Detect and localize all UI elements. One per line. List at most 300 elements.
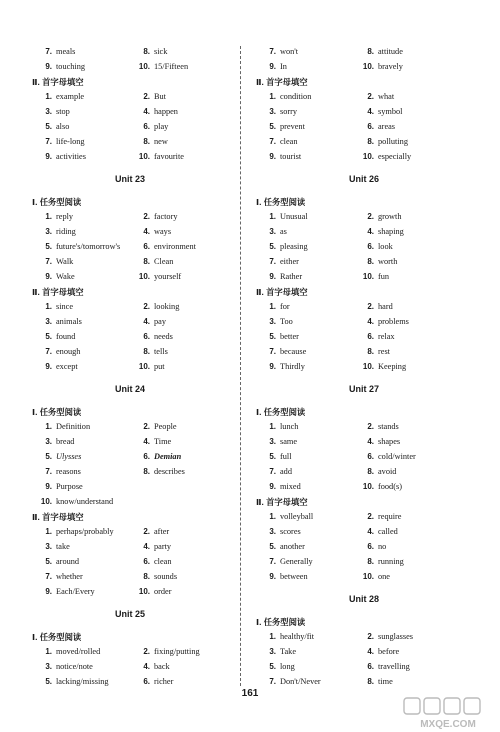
answer-number: 2. [143,212,150,221]
answer-row [30,419,230,434]
answer-number: 10. [138,587,150,596]
answer-number: 3. [269,527,276,536]
answer-text: sunglasses [378,632,414,641]
answer-text: riding [56,227,76,236]
answer-text: stop [56,107,70,116]
answer-item [254,437,352,446]
answer-item [128,257,173,266]
answer-item [254,557,352,566]
answer-item [30,587,128,596]
answer-item [352,467,396,476]
answer-item [352,482,402,491]
answer-item [254,362,352,371]
answer-text: back [154,662,170,671]
answer-text: time [378,677,393,686]
answer-item [254,677,352,686]
answer-text: Definition [56,422,91,431]
answer-row [30,584,230,599]
answer-row [30,494,230,509]
answer-text: also [56,122,70,131]
answer-item [128,647,200,656]
answer-number: 6. [143,332,150,341]
answer-text: Demian [154,452,182,461]
answer-number: 7. [269,137,276,146]
answer-item [30,647,128,656]
answer-text: animals [56,317,82,326]
answer-item [352,317,409,326]
answer-item [352,152,411,161]
answer-item [30,47,128,56]
answer-number: 4. [143,542,150,551]
answer-row [30,329,230,344]
answer-text: Clean [154,257,174,266]
answer-number: 2. [367,92,374,101]
answer-number: 9. [269,62,276,71]
answer-text: found [56,332,76,341]
answer-row [254,359,474,374]
answer-item [30,317,128,326]
watermark-logo [402,696,494,730]
answer-item [30,677,128,686]
answer-row [30,524,230,539]
answer-number: 7. [269,257,276,266]
answer-number: 6. [367,542,374,551]
answer-item [254,527,352,536]
answer-text: put [154,362,165,371]
answer-row [254,509,474,524]
answer-number: 7. [45,257,52,266]
answer-row [30,344,230,359]
answer-row [254,104,474,119]
unit-heading: Unit 28 [348,594,379,604]
left-column [30,44,230,689]
answer-text: rest [378,347,390,356]
answer-item [128,332,173,341]
section-heading: Ⅱ. 首字母填空 [256,496,308,507]
answer-row [254,314,474,329]
answer-text: perhaps/probably [56,527,114,536]
answer-item [30,662,128,671]
answer-item [254,92,352,101]
answer-text: Thirdly [280,362,305,371]
answer-row [254,659,474,674]
answer-number: 3. [269,647,276,656]
answer-number: 6. [367,242,374,251]
answer-item [254,62,352,71]
answer-number: 9. [45,362,52,371]
answer-number: 8. [367,257,374,266]
answer-item [254,47,352,56]
answer-text: hard [378,302,393,311]
answer-text: reasons [56,467,81,476]
answer-number: 5. [269,242,276,251]
answer-row [30,104,230,119]
answer-item [254,422,352,431]
answer-row [254,134,474,149]
answer-number: 2. [367,512,374,521]
answer-text: scores [280,527,301,536]
answer-text: moved/rolled [56,647,101,656]
answer-number: 7. [269,467,276,476]
answer-item [128,662,170,671]
answer-row [254,434,474,449]
answer-number: 3. [45,437,52,446]
answer-text: what [378,92,395,101]
answer-text: cold/winter [378,452,416,461]
answer-number: 9. [269,572,276,581]
answer-item [30,497,128,506]
answer-text: bread [56,437,75,446]
answer-number: 10. [138,62,150,71]
answer-text: Each/Every [56,587,95,596]
answer-item [352,632,413,641]
answer-item [128,572,177,581]
answer-item [352,122,395,131]
answer-number: 10. [362,272,374,281]
answer-number: 6. [367,332,374,341]
answer-row [254,44,474,59]
answer-item [254,212,352,221]
answer-row [30,554,230,569]
answer-number: 4. [367,227,374,236]
answer-row [254,644,474,659]
answer-item [352,212,402,221]
answer-text: shapes [378,437,401,446]
answer-number: 9. [45,272,52,281]
answer-number: 6. [367,452,374,461]
answer-text: reply [56,212,74,221]
answer-text: whether [56,572,83,581]
answer-number: 7. [45,572,52,581]
answer-item [30,272,128,281]
answer-number: 4. [143,227,150,236]
answer-number: 10. [362,362,374,371]
answer-item [352,257,397,266]
answer-text: avoid [378,467,397,476]
answer-text: sounds [154,572,178,581]
answer-row [30,239,230,254]
answer-text: stands [378,422,399,431]
answer-item [30,137,128,146]
answer-text: ways [154,227,172,236]
answer-item [30,257,128,266]
answer-text: activities [56,152,86,161]
answer-text: growth [378,212,402,221]
section-heading: Ⅰ. 任务型阅读 [32,406,82,417]
answer-row [254,554,474,569]
answer-text: Don't/Never [280,677,321,686]
answer-number: 4. [367,527,374,536]
answer-row [30,59,230,74]
watermark-text: MXQE.COM [420,719,476,730]
answer-number: 2. [143,422,150,431]
answer-row [254,119,474,134]
answer-text: mixed [280,482,301,491]
answer-number: 6. [367,662,374,671]
answer-item [128,557,172,566]
answer-row [254,449,474,464]
answer-number: 4. [143,662,150,671]
answer-number: 5. [269,542,276,551]
answer-number: 5. [269,332,276,341]
answer-text: 15/Fifteen [154,62,189,71]
answer-text: yourself [154,272,182,281]
section-heading: Ⅱ. 首字母填空 [256,76,308,87]
answer-item [254,332,352,341]
answer-item [128,677,173,686]
unit-heading: Unit 25 [114,609,145,619]
answer-item [254,152,352,161]
answer-number: 1. [269,212,276,221]
answer-row [254,419,474,434]
answer-number: 3. [45,542,52,551]
answer-item [352,677,393,686]
answer-number: 2. [143,302,150,311]
answer-text: meals [56,47,76,56]
answer-number: 6. [143,452,150,461]
answer-text: sorry [280,107,298,116]
answer-number: 8. [367,677,374,686]
answer-item [128,467,185,476]
answer-row [30,659,230,674]
answer-row [254,524,474,539]
answer-text: after [154,527,170,536]
answer-item [128,62,188,71]
answer-item [128,542,171,551]
answer-number: 7. [269,347,276,356]
answer-row [254,254,474,269]
answer-item [254,242,352,251]
answer-row [254,464,474,479]
answer-row [30,269,230,284]
answer-number: 1. [269,92,276,101]
answer-row [30,314,230,329]
answer-item [254,137,352,146]
answer-item [254,272,352,281]
answer-text: Generally [280,557,313,566]
answer-item [352,362,406,371]
section-heading: Ⅱ. 首字母填空 [256,286,308,297]
answer-text: bravely [378,62,403,71]
answer-item [128,422,177,431]
answer-text: running [378,557,404,566]
answer-number: 4. [367,437,374,446]
answer-item [254,107,352,116]
answer-text: Keeping [378,362,407,371]
answer-item [128,137,168,146]
answer-text: lunch [280,422,299,431]
answer-text: look [378,242,393,251]
answer-item [128,437,171,446]
answer-number: 7. [269,47,276,56]
answer-item [128,122,168,131]
answer-item [128,347,168,356]
answer-item [30,122,128,131]
answer-text: notice/note [56,662,93,671]
answer-number: 2. [367,302,374,311]
section-heading: Ⅰ. 任务型阅读 [256,196,306,207]
answer-row [254,269,474,284]
answer-number: 7. [45,347,52,356]
answer-text: shaping [378,227,404,236]
answer-row [254,299,474,314]
answer-item [128,527,169,536]
answer-item [30,212,128,221]
answer-number: 2. [143,92,150,101]
answer-number: 5. [269,662,276,671]
answer-row [254,479,474,494]
answer-item [352,227,404,236]
answer-item [128,452,181,461]
answer-item [254,122,352,131]
answer-number: 8. [143,137,150,146]
answer-item [30,347,128,356]
answer-item [254,542,352,551]
answer-number: 3. [45,227,52,236]
answer-number: 8. [143,347,150,356]
answer-text: attitude [378,47,403,56]
answer-text: sick [154,47,168,56]
answer-row [254,344,474,359]
answer-item [352,542,386,551]
answer-number: 6. [143,557,150,566]
answer-row [30,569,230,584]
answer-number: 1. [45,527,52,536]
answer-item [352,647,399,656]
answer-row [254,539,474,554]
answer-item [254,302,352,311]
answer-text: one [378,572,390,581]
answer-text: know/understand [56,497,114,506]
answer-item [128,107,178,116]
answer-item [254,317,352,326]
answer-number: 1. [269,422,276,431]
answer-number: 8. [367,47,374,56]
answer-item [30,422,128,431]
answer-text: tells [154,347,168,356]
answer-text: play [154,122,169,131]
answer-number: 8. [367,137,374,146]
answer-text: volleyball [280,512,314,521]
answer-text: fixing/putting [154,647,200,656]
answer-text: environment [154,242,196,251]
answer-number: 9. [45,62,52,71]
answer-text: condition [280,92,312,101]
answer-number: 10. [138,362,150,371]
answer-text: between [280,572,308,581]
answer-number: 5. [269,452,276,461]
answer-number: 10. [362,482,374,491]
answer-item [352,512,402,521]
section-heading: Ⅰ. 任务型阅读 [256,406,306,417]
answer-number: 1. [45,422,52,431]
answer-item [352,107,402,116]
answer-text: prevent [280,122,305,131]
answer-row [30,674,230,689]
answer-number: 8. [367,347,374,356]
answer-number: 5. [269,122,276,131]
answer-item [30,527,128,536]
answer-number: 4. [367,647,374,656]
answer-text: pay [154,317,166,326]
answer-item [128,227,171,236]
answer-text: take [56,542,70,551]
answer-text: since [56,302,74,311]
answer-number: 7. [45,467,52,476]
unit-heading: Unit 26 [348,174,379,184]
answer-text: add [280,467,292,476]
answer-item [128,92,166,101]
answer-row [30,359,230,374]
answer-number: 6. [143,677,150,686]
answer-number: 2. [143,647,150,656]
answer-row [254,329,474,344]
answer-number: 3. [269,227,276,236]
answer-number: 9. [45,482,52,491]
answer-text: richer [154,677,174,686]
answer-item [128,47,167,56]
answer-text: better [280,332,299,341]
section-heading: Ⅱ. 首字母填空 [32,511,84,522]
answer-text: Ulysses [56,452,82,461]
answer-item [254,632,352,641]
answer-text: clean [154,557,172,566]
answer-number: 7. [45,47,52,56]
answer-number: 9. [269,362,276,371]
answer-number: 4. [367,107,374,116]
answer-text: no [378,542,387,551]
answer-row [30,134,230,149]
answer-text: party [154,542,172,551]
answer-text: called [378,527,398,536]
answer-text: pleasing [280,242,308,251]
answer-text: full [280,452,292,461]
answer-item [254,467,352,476]
answer-text: healthy/fit [280,632,315,641]
answer-number: 3. [45,317,52,326]
answer-number: 9. [269,272,276,281]
answer-item [352,47,403,56]
answer-number: 1. [45,647,52,656]
answer-item [352,347,390,356]
answer-text: factory [154,212,178,221]
answer-number: 5. [45,242,52,251]
answer-text: Too [280,317,293,326]
answer-row [30,449,230,464]
answer-item [352,92,394,101]
answer-row [30,299,230,314]
answer-text: because [280,347,307,356]
answer-text: Wake [56,272,75,281]
answer-row [254,569,474,584]
answer-number: 2. [367,212,374,221]
answer-number: 4. [367,317,374,326]
answer-text: example [56,92,85,101]
answer-row [30,119,230,134]
answer-item [352,332,395,341]
answer-number: 2. [143,527,150,536]
column-divider [240,46,241,686]
answer-item [128,152,184,161]
answer-text: happen [154,107,178,116]
answer-number: 8. [143,257,150,266]
answer-number: 6. [367,122,374,131]
answer-number: 4. [143,437,150,446]
answer-item [30,107,128,116]
answer-number: 9. [269,482,276,491]
answer-row [30,479,230,494]
answer-text: But [154,92,166,101]
